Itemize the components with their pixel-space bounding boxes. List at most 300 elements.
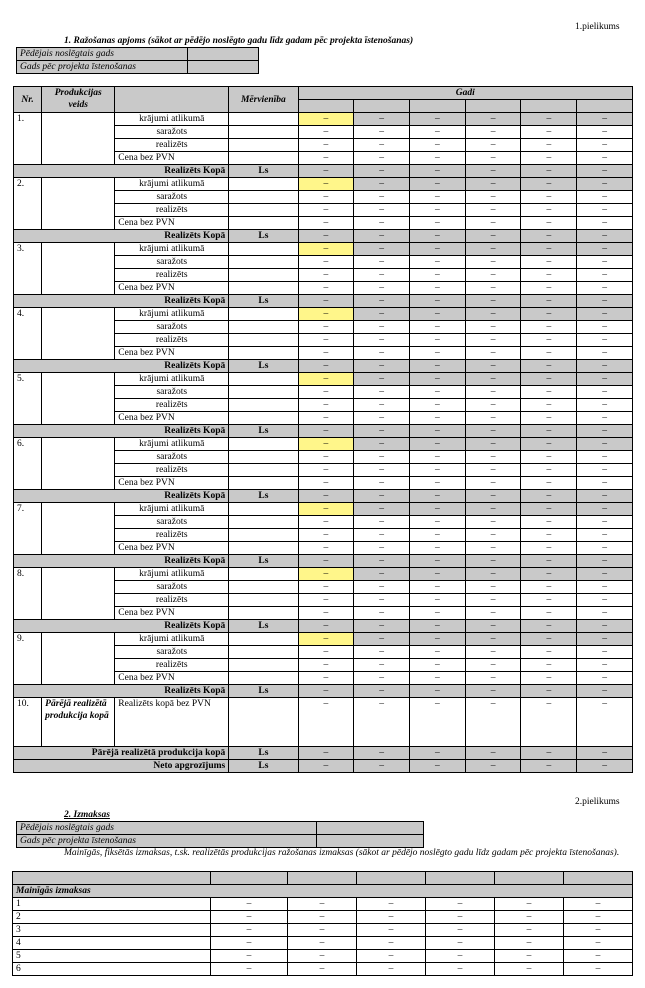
value-cell[interactable]: – bbox=[410, 334, 466, 347]
total-value-cell[interactable]: – bbox=[410, 747, 466, 760]
value-cell[interactable]: – bbox=[521, 269, 577, 282]
unit-cell[interactable] bbox=[229, 373, 298, 386]
value-cell[interactable]: – bbox=[354, 477, 410, 490]
value-cell[interactable]: – bbox=[521, 477, 577, 490]
value-cell[interactable]: – bbox=[465, 191, 521, 204]
value-cell[interactable]: – bbox=[298, 659, 354, 672]
value-cell[interactable]: – bbox=[298, 516, 354, 529]
total-value-cell[interactable]: – bbox=[521, 685, 577, 698]
value-cell[interactable]: – bbox=[298, 347, 354, 360]
value-cell[interactable]: – bbox=[521, 581, 577, 594]
product-type-cell[interactable] bbox=[42, 503, 115, 555]
value-cell[interactable]: – bbox=[298, 698, 354, 747]
value-cell[interactable]: – bbox=[410, 529, 466, 542]
value-cell[interactable]: – bbox=[357, 937, 426, 950]
value-cell[interactable]: – bbox=[410, 243, 466, 256]
total-value-cell[interactable]: – bbox=[354, 747, 410, 760]
cost-name-cell[interactable] bbox=[31, 950, 211, 963]
value-cell[interactable]: – bbox=[465, 464, 521, 477]
value-cell[interactable]: – bbox=[465, 178, 521, 191]
total-value-cell[interactable]: – bbox=[465, 555, 521, 568]
value-cell[interactable]: – bbox=[521, 113, 577, 126]
value-cell[interactable]: – bbox=[521, 633, 577, 646]
value-cell[interactable]: – bbox=[410, 464, 466, 477]
value-cell[interactable]: – bbox=[521, 178, 577, 191]
value-cell[interactable]: – bbox=[465, 321, 521, 334]
total-value-cell[interactable]: – bbox=[410, 230, 466, 243]
value-cell[interactable]: – bbox=[354, 113, 410, 126]
total-value-cell[interactable]: – bbox=[465, 620, 521, 633]
value-cell[interactable]: – bbox=[465, 386, 521, 399]
value-cell[interactable]: – bbox=[577, 477, 633, 490]
value-cell[interactable]: – bbox=[465, 607, 521, 620]
value-cell[interactable]: – bbox=[577, 334, 633, 347]
value-cell[interactable]: – bbox=[521, 347, 577, 360]
value-cell[interactable]: – bbox=[298, 399, 354, 412]
value-cell[interactable]: – bbox=[354, 347, 410, 360]
value-cell[interactable]: – bbox=[521, 672, 577, 685]
value-cell[interactable]: – bbox=[410, 256, 466, 269]
value-cell[interactable]: – bbox=[577, 698, 633, 747]
value-cell[interactable]: – bbox=[298, 672, 354, 685]
value-cell[interactable]: – bbox=[577, 646, 633, 659]
value-cell[interactable]: – bbox=[521, 282, 577, 295]
unit-cell[interactable] bbox=[229, 269, 298, 282]
total-value-cell[interactable]: – bbox=[298, 747, 354, 760]
cost-name-cell[interactable] bbox=[31, 911, 211, 924]
value-cell[interactable]: – bbox=[354, 217, 410, 230]
total-value-cell[interactable]: – bbox=[298, 490, 354, 503]
value-cell[interactable]: – bbox=[465, 308, 521, 321]
total-value-cell[interactable]: – bbox=[465, 747, 521, 760]
net-value-cell[interactable]: – bbox=[577, 760, 633, 773]
value-cell[interactable]: – bbox=[357, 911, 426, 924]
value-cell[interactable]: – bbox=[577, 217, 633, 230]
value-cell[interactable]: – bbox=[410, 594, 466, 607]
value-cell[interactable]: – bbox=[298, 113, 354, 126]
total-value-cell[interactable]: – bbox=[521, 490, 577, 503]
cost-name-cell[interactable] bbox=[31, 963, 211, 976]
value-cell[interactable]: – bbox=[521, 256, 577, 269]
value-cell[interactable]: – bbox=[495, 911, 564, 924]
total-value-cell[interactable]: – bbox=[354, 555, 410, 568]
value-cell[interactable]: – bbox=[577, 607, 633, 620]
value-cell[interactable]: – bbox=[410, 438, 466, 451]
value-cell[interactable]: – bbox=[521, 334, 577, 347]
year-column-header[interactable] bbox=[410, 100, 466, 113]
total-value-cell[interactable]: – bbox=[354, 230, 410, 243]
value-cell[interactable]: – bbox=[298, 607, 354, 620]
value-cell[interactable]: – bbox=[354, 139, 410, 152]
value-cell[interactable]: – bbox=[577, 256, 633, 269]
total-value-cell[interactable]: – bbox=[354, 685, 410, 698]
value-cell[interactable]: – bbox=[298, 217, 354, 230]
value-cell[interactable]: – bbox=[465, 347, 521, 360]
total-value-cell[interactable]: – bbox=[521, 165, 577, 178]
total-value-cell[interactable]: – bbox=[298, 620, 354, 633]
unit-cell[interactable] bbox=[229, 139, 298, 152]
value-cell[interactable]: – bbox=[354, 698, 410, 747]
value-cell[interactable]: – bbox=[410, 672, 466, 685]
value-cell[interactable]: – bbox=[354, 152, 410, 165]
total-value-cell[interactable]: – bbox=[465, 360, 521, 373]
value-cell[interactable]: – bbox=[577, 126, 633, 139]
unit-cell[interactable] bbox=[229, 503, 298, 516]
unit-cell[interactable] bbox=[229, 516, 298, 529]
value-cell[interactable]: – bbox=[354, 399, 410, 412]
value-cell[interactable]: – bbox=[354, 126, 410, 139]
value-cell[interactable]: – bbox=[465, 594, 521, 607]
year-after-project-value[interactable] bbox=[188, 61, 259, 74]
value-cell[interactable]: – bbox=[521, 321, 577, 334]
value-cell[interactable]: – bbox=[521, 386, 577, 399]
value-cell[interactable]: – bbox=[577, 152, 633, 165]
total-value-cell[interactable]: – bbox=[521, 360, 577, 373]
unit-cell[interactable] bbox=[229, 256, 298, 269]
product-type-cell[interactable] bbox=[42, 243, 115, 295]
year-column-header[interactable] bbox=[521, 100, 577, 113]
value-cell[interactable]: – bbox=[410, 204, 466, 217]
unit-cell[interactable] bbox=[229, 113, 298, 126]
unit-cell[interactable] bbox=[229, 126, 298, 139]
value-cell[interactable]: – bbox=[465, 269, 521, 282]
total-value-cell[interactable]: – bbox=[298, 360, 354, 373]
value-cell[interactable]: – bbox=[426, 898, 495, 911]
value-cell[interactable]: – bbox=[288, 950, 357, 963]
value-cell[interactable]: – bbox=[354, 568, 410, 581]
value-cell[interactable]: – bbox=[465, 516, 521, 529]
cost-name-cell[interactable] bbox=[31, 898, 211, 911]
value-cell[interactable]: – bbox=[521, 217, 577, 230]
value-cell[interactable]: – bbox=[298, 451, 354, 464]
value-cell[interactable]: – bbox=[410, 607, 466, 620]
total-value-cell[interactable]: – bbox=[298, 555, 354, 568]
value-cell[interactable]: – bbox=[465, 412, 521, 425]
product-type-cell[interactable] bbox=[42, 308, 115, 360]
value-cell[interactable]: – bbox=[298, 633, 354, 646]
value-cell[interactable]: – bbox=[298, 438, 354, 451]
value-cell[interactable]: – bbox=[298, 542, 354, 555]
value-cell[interactable]: – bbox=[410, 217, 466, 230]
value-cell[interactable]: – bbox=[465, 256, 521, 269]
value-cell[interactable]: – bbox=[354, 464, 410, 477]
value-cell[interactable]: – bbox=[410, 282, 466, 295]
value-cell[interactable]: – bbox=[298, 282, 354, 295]
net-value-cell[interactable]: – bbox=[465, 760, 521, 773]
total-value-cell[interactable]: – bbox=[465, 230, 521, 243]
total-value-cell[interactable]: – bbox=[410, 425, 466, 438]
value-cell[interactable]: – bbox=[495, 937, 564, 950]
value-cell[interactable]: – bbox=[298, 386, 354, 399]
value-cell[interactable]: – bbox=[354, 438, 410, 451]
value-cell[interactable]: – bbox=[521, 607, 577, 620]
value-cell[interactable]: – bbox=[577, 503, 633, 516]
value-cell[interactable]: – bbox=[577, 568, 633, 581]
value-cell[interactable]: – bbox=[354, 659, 410, 672]
costs-header-cell[interactable] bbox=[211, 872, 288, 885]
value-cell[interactable]: – bbox=[465, 373, 521, 386]
total-value-cell[interactable]: – bbox=[521, 620, 577, 633]
value-cell[interactable]: – bbox=[577, 204, 633, 217]
value-cell[interactable]: – bbox=[521, 373, 577, 386]
value-cell[interactable]: – bbox=[465, 698, 521, 747]
total-value-cell[interactable]: – bbox=[521, 555, 577, 568]
value-cell[interactable]: – bbox=[288, 937, 357, 950]
year-column-header[interactable] bbox=[298, 100, 354, 113]
unit-cell[interactable] bbox=[229, 659, 298, 672]
unit-cell[interactable] bbox=[229, 178, 298, 191]
value-cell[interactable]: – bbox=[495, 950, 564, 963]
value-cell[interactable]: – bbox=[410, 568, 466, 581]
total-value-cell[interactable]: – bbox=[354, 490, 410, 503]
unit-cell[interactable] bbox=[229, 594, 298, 607]
value-cell[interactable]: – bbox=[521, 139, 577, 152]
value-cell[interactable]: – bbox=[465, 152, 521, 165]
value-cell[interactable]: – bbox=[410, 113, 466, 126]
value-cell[interactable]: – bbox=[357, 950, 426, 963]
net-value-cell[interactable]: – bbox=[354, 760, 410, 773]
costs-header-cell[interactable] bbox=[495, 872, 564, 885]
value-cell[interactable]: – bbox=[577, 269, 633, 282]
net-value-cell[interactable]: – bbox=[521, 760, 577, 773]
unit-cell[interactable] bbox=[229, 581, 298, 594]
unit-cell[interactable] bbox=[229, 217, 298, 230]
total-value-cell[interactable]: – bbox=[577, 425, 633, 438]
unit-cell[interactable] bbox=[229, 672, 298, 685]
value-cell[interactable]: – bbox=[298, 568, 354, 581]
value-cell[interactable]: – bbox=[298, 529, 354, 542]
value-cell[interactable]: – bbox=[410, 139, 466, 152]
unit-cell[interactable] bbox=[229, 282, 298, 295]
value-cell[interactable]: – bbox=[354, 451, 410, 464]
unit-cell[interactable] bbox=[229, 633, 298, 646]
value-cell[interactable]: – bbox=[354, 204, 410, 217]
value-cell[interactable]: – bbox=[298, 373, 354, 386]
total-value-cell[interactable]: – bbox=[354, 295, 410, 308]
value-cell[interactable]: – bbox=[577, 633, 633, 646]
cost-name-cell[interactable] bbox=[31, 924, 211, 937]
total-value-cell[interactable]: – bbox=[577, 230, 633, 243]
value-cell[interactable]: – bbox=[577, 113, 633, 126]
value-cell[interactable]: – bbox=[211, 937, 288, 950]
value-cell[interactable]: – bbox=[577, 282, 633, 295]
value-cell[interactable]: – bbox=[410, 451, 466, 464]
value-cell[interactable]: – bbox=[354, 594, 410, 607]
total-value-cell[interactable]: – bbox=[410, 620, 466, 633]
value-cell[interactable]: – bbox=[577, 529, 633, 542]
value-cell[interactable]: – bbox=[357, 963, 426, 976]
value-cell[interactable]: – bbox=[465, 672, 521, 685]
total-value-cell[interactable]: – bbox=[521, 230, 577, 243]
value-cell[interactable]: – bbox=[521, 204, 577, 217]
value-cell[interactable]: – bbox=[426, 924, 495, 937]
unit-cell[interactable] bbox=[229, 542, 298, 555]
value-cell[interactable]: – bbox=[410, 477, 466, 490]
total-value-cell[interactable]: – bbox=[354, 360, 410, 373]
unit-cell[interactable] bbox=[229, 399, 298, 412]
value-cell[interactable]: – bbox=[465, 204, 521, 217]
value-cell[interactable]: – bbox=[426, 937, 495, 950]
product-type-cell[interactable] bbox=[42, 373, 115, 425]
total-value-cell[interactable]: – bbox=[465, 685, 521, 698]
value-cell[interactable]: – bbox=[288, 924, 357, 937]
unit-cell[interactable] bbox=[229, 451, 298, 464]
total-value-cell[interactable]: – bbox=[410, 295, 466, 308]
value-cell[interactable]: – bbox=[465, 633, 521, 646]
total-value-cell[interactable]: – bbox=[577, 490, 633, 503]
value-cell[interactable]: – bbox=[465, 438, 521, 451]
total-value-cell[interactable]: – bbox=[577, 165, 633, 178]
value-cell[interactable]: – bbox=[354, 321, 410, 334]
value-cell[interactable]: – bbox=[298, 581, 354, 594]
value-cell[interactable]: – bbox=[465, 139, 521, 152]
total-value-cell[interactable]: – bbox=[577, 555, 633, 568]
value-cell[interactable]: – bbox=[465, 243, 521, 256]
value-cell[interactable]: – bbox=[410, 321, 466, 334]
value-cell[interactable]: – bbox=[521, 308, 577, 321]
value-cell[interactable]: – bbox=[465, 126, 521, 139]
value-cell[interactable]: – bbox=[354, 672, 410, 685]
value-cell[interactable]: – bbox=[564, 937, 633, 950]
value-cell[interactable]: – bbox=[354, 633, 410, 646]
value-cell[interactable]: – bbox=[298, 594, 354, 607]
value-cell[interactable]: – bbox=[577, 438, 633, 451]
value-cell[interactable]: – bbox=[410, 126, 466, 139]
value-cell[interactable]: – bbox=[298, 256, 354, 269]
value-cell[interactable]: – bbox=[354, 542, 410, 555]
unit-cell[interactable] bbox=[229, 191, 298, 204]
value-cell[interactable]: – bbox=[577, 542, 633, 555]
value-cell[interactable]: – bbox=[357, 898, 426, 911]
value-cell[interactable]: – bbox=[410, 581, 466, 594]
value-cell[interactable]: – bbox=[410, 412, 466, 425]
value-cell[interactable]: – bbox=[577, 672, 633, 685]
value-cell[interactable]: – bbox=[577, 412, 633, 425]
value-cell[interactable]: – bbox=[410, 373, 466, 386]
value-cell[interactable]: – bbox=[410, 399, 466, 412]
value-cell[interactable]: – bbox=[410, 178, 466, 191]
value-cell[interactable]: – bbox=[410, 698, 466, 747]
value-cell[interactable]: – bbox=[298, 191, 354, 204]
unit-cell[interactable] bbox=[229, 646, 298, 659]
value-cell[interactable]: – bbox=[521, 412, 577, 425]
value-cell[interactable]: – bbox=[354, 282, 410, 295]
total-value-cell[interactable]: – bbox=[354, 620, 410, 633]
value-cell[interactable]: – bbox=[298, 152, 354, 165]
year-column-header[interactable] bbox=[577, 100, 633, 113]
value-cell[interactable]: – bbox=[298, 178, 354, 191]
value-cell[interactable]: – bbox=[298, 243, 354, 256]
product-type-cell[interactable] bbox=[42, 113, 115, 165]
value-cell[interactable]: – bbox=[521, 516, 577, 529]
value-cell[interactable]: – bbox=[410, 308, 466, 321]
value-cell[interactable]: – bbox=[577, 399, 633, 412]
product-type-cell[interactable] bbox=[42, 568, 115, 620]
value-cell[interactable]: – bbox=[298, 412, 354, 425]
value-cell[interactable]: – bbox=[577, 464, 633, 477]
total-value-cell[interactable]: – bbox=[410, 360, 466, 373]
value-cell[interactable]: – bbox=[357, 924, 426, 937]
value-cell[interactable]: – bbox=[354, 308, 410, 321]
unit-cell[interactable] bbox=[229, 477, 298, 490]
value-cell[interactable]: – bbox=[577, 308, 633, 321]
value-cell[interactable]: – bbox=[410, 516, 466, 529]
value-cell[interactable]: – bbox=[564, 898, 633, 911]
last-closed-year-value[interactable] bbox=[188, 48, 259, 61]
value-cell[interactable]: – bbox=[211, 924, 288, 937]
value-cell[interactable]: – bbox=[354, 269, 410, 282]
value-cell[interactable]: – bbox=[577, 373, 633, 386]
value-cell[interactable]: – bbox=[211, 950, 288, 963]
value-cell[interactable]: – bbox=[577, 243, 633, 256]
unit-cell[interactable] bbox=[229, 529, 298, 542]
value-cell[interactable]: – bbox=[521, 503, 577, 516]
value-cell[interactable]: – bbox=[410, 191, 466, 204]
value-cell[interactable]: – bbox=[298, 269, 354, 282]
total-value-cell[interactable]: – bbox=[521, 425, 577, 438]
value-cell[interactable]: – bbox=[521, 594, 577, 607]
value-cell[interactable]: – bbox=[521, 542, 577, 555]
value-cell[interactable]: – bbox=[211, 911, 288, 924]
value-cell[interactable]: – bbox=[354, 191, 410, 204]
value-cell[interactable]: – bbox=[288, 911, 357, 924]
value-cell[interactable]: – bbox=[577, 191, 633, 204]
value-cell[interactable]: – bbox=[465, 503, 521, 516]
unit-cell[interactable] bbox=[229, 607, 298, 620]
value-cell[interactable]: – bbox=[521, 529, 577, 542]
total-value-cell[interactable]: – bbox=[465, 425, 521, 438]
value-cell[interactable]: – bbox=[354, 581, 410, 594]
costs-header-cell[interactable] bbox=[357, 872, 426, 885]
total-value-cell[interactable]: – bbox=[298, 685, 354, 698]
total-value-cell[interactable]: – bbox=[465, 165, 521, 178]
value-cell[interactable]: – bbox=[465, 217, 521, 230]
value-cell[interactable]: – bbox=[521, 191, 577, 204]
value-cell[interactable]: – bbox=[426, 911, 495, 924]
value-cell[interactable]: – bbox=[495, 963, 564, 976]
unit-cell[interactable] bbox=[229, 152, 298, 165]
product-type-cell[interactable] bbox=[42, 178, 115, 230]
unit-cell[interactable] bbox=[229, 698, 298, 747]
product-type-cell[interactable] bbox=[42, 438, 115, 490]
total-value-cell[interactable]: – bbox=[577, 747, 633, 760]
value-cell[interactable]: – bbox=[354, 529, 410, 542]
product-type-cell[interactable] bbox=[42, 633, 115, 685]
total-value-cell[interactable]: – bbox=[521, 747, 577, 760]
total-value-cell[interactable]: – bbox=[577, 685, 633, 698]
value-cell[interactable]: – bbox=[495, 924, 564, 937]
unit-cell[interactable] bbox=[229, 334, 298, 347]
total-value-cell[interactable]: – bbox=[465, 295, 521, 308]
total-value-cell[interactable]: – bbox=[577, 295, 633, 308]
value-cell[interactable]: – bbox=[354, 516, 410, 529]
value-cell[interactable]: – bbox=[521, 646, 577, 659]
value-cell[interactable]: – bbox=[465, 646, 521, 659]
value-cell[interactable]: – bbox=[298, 503, 354, 516]
value-cell[interactable]: – bbox=[577, 386, 633, 399]
value-cell[interactable]: – bbox=[577, 451, 633, 464]
value-cell[interactable]: – bbox=[577, 178, 633, 191]
value-cell[interactable]: – bbox=[577, 321, 633, 334]
value-cell[interactable]: – bbox=[410, 386, 466, 399]
value-cell[interactable]: – bbox=[410, 659, 466, 672]
value-cell[interactable]: – bbox=[521, 438, 577, 451]
net-value-cell[interactable]: – bbox=[410, 760, 466, 773]
total-value-cell[interactable]: – bbox=[577, 620, 633, 633]
total-value-cell[interactable]: – bbox=[298, 425, 354, 438]
unit-cell[interactable] bbox=[229, 308, 298, 321]
value-cell[interactable]: – bbox=[564, 924, 633, 937]
